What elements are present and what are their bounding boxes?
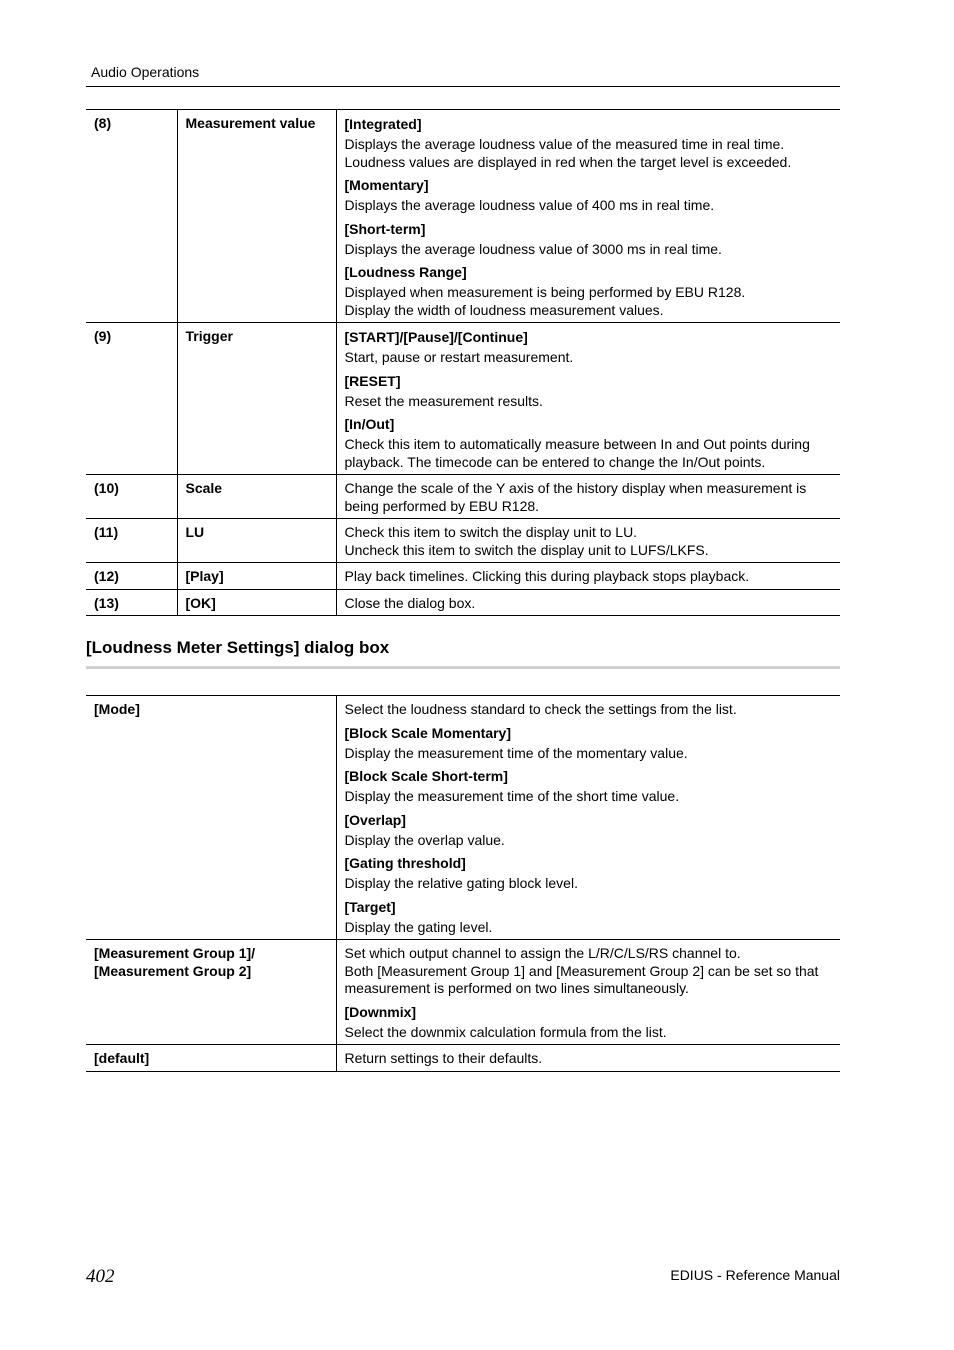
description-entry	[345, 1050, 835, 1068]
description-text: Check this item to switch the display unit to LU.	[344, 524, 638, 540]
description-entry	[345, 701, 835, 719]
item-description	[336, 519, 840, 563]
description-text: Check this item to automatically measure between In and Out points during	[344, 436, 810, 452]
section-heading: [Loudness Meter Settings] dialog box	[86, 638, 390, 657]
settings-table-items	[86, 109, 840, 616]
setting-name	[86, 1045, 336, 1072]
description-entry	[345, 263, 835, 319]
description-text: Displays the average loudness value of 3000 ms in real time.	[344, 240, 722, 257]
description-entry	[345, 568, 835, 586]
description-entry	[345, 372, 835, 411]
description-text: Display the measurement time of the short time value.	[344, 788, 680, 804]
term-label: [Downmix]	[344, 1003, 417, 1020]
term-label: [Overlap]	[344, 811, 406, 828]
item-name: Measurement value	[177, 110, 336, 323]
table-row	[86, 519, 840, 563]
term-label: [START]/[Pause]/[Continue]	[344, 329, 528, 345]
settings-table-loudness-meter	[86, 695, 840, 1072]
description-text: Display the width of loudness measurement values.	[344, 301, 664, 318]
description-text: measurement is performed on two lines simultaneously.	[344, 980, 689, 996]
description-text: Start, pause or restart measurement.	[344, 349, 574, 365]
setting-name	[86, 696, 336, 940]
description-entry	[345, 898, 835, 937]
description-text: Uncheck this item to switch the display unit to LUFS/LKFS.	[344, 541, 709, 558]
description-entry	[345, 595, 835, 613]
description-text: playback. The timecode can be entered to change the In/Out points.	[344, 453, 766, 470]
item-number: (8)	[86, 110, 177, 323]
description-entry	[345, 767, 835, 806]
table-row	[86, 696, 840, 940]
table-row	[86, 323, 840, 475]
description-text: Select the downmix calculation formula from the list.	[344, 1023, 667, 1040]
description-entry	[345, 854, 835, 893]
item-name: Trigger	[177, 323, 336, 475]
description-text: Displays the average loudness value of the measured time in real time.	[344, 136, 785, 152]
description-entry	[345, 115, 835, 171]
item-number: (10)	[86, 475, 177, 519]
term-label: [Momentary]	[344, 177, 429, 193]
description-text: Loudness values are displayed in red when the target level is exceeded.	[344, 153, 792, 170]
item-number: (13)	[86, 589, 177, 616]
setting-name-line: [Measurement Group 2]	[94, 962, 252, 979]
description-entry	[345, 724, 835, 763]
setting-description	[336, 1045, 840, 1072]
setting-name-line: [Measurement Group 1]/	[94, 945, 256, 961]
term-label: [Block Scale Momentary]	[344, 724, 511, 741]
description-text: Set which output channel to assign the L/R/C/LS/RS channel to.	[344, 945, 741, 961]
item-description	[336, 110, 840, 323]
term-label: [Target]	[344, 898, 396, 915]
term-label: [In/Out]	[344, 416, 395, 432]
description-text: Display the overlap value.	[344, 831, 505, 848]
table-row	[86, 589, 840, 616]
description-entry	[345, 945, 835, 998]
item-number: (11)	[86, 519, 177, 563]
term-label: [RESET]	[344, 372, 401, 389]
term-label: [Block Scale Short-term]	[344, 768, 508, 784]
item-number: (12)	[86, 563, 177, 590]
item-name: [OK]	[177, 589, 336, 616]
table-row	[86, 110, 840, 323]
description-entry	[345, 1003, 835, 1042]
description-entry	[345, 328, 835, 367]
term-label: [Integrated]	[344, 116, 422, 132]
item-description	[336, 589, 840, 616]
table-row	[86, 475, 840, 519]
description-text: Play back timelines. Clicking this during playback stops playback.	[344, 568, 750, 584]
description-text: Displays the average loudness value of 400 ms in real time.	[344, 197, 715, 213]
term-label: [Short-term]	[344, 220, 426, 237]
setting-name-line: [default]	[94, 1050, 150, 1066]
table-row	[86, 563, 840, 590]
description-entry	[345, 524, 835, 559]
description-entry	[345, 480, 835, 515]
description-text: Return settings to their defaults.	[344, 1050, 543, 1066]
description-text: Reset the measurement results.	[344, 392, 543, 409]
description-entry	[345, 176, 835, 215]
description-text: Both [Measurement Group 1] and [Measurement Group 2] can be set so that	[344, 962, 819, 979]
setting-name-line: [Mode]	[94, 701, 140, 717]
description-text: Close the dialog box.	[344, 594, 476, 611]
item-name: LU	[177, 519, 336, 563]
table-row	[86, 940, 840, 1045]
description-text: Displayed when measurement is being performed by EBU R128.	[344, 284, 746, 300]
description-text: being performed by EBU R128.	[344, 497, 540, 514]
description-entry	[345, 220, 835, 259]
page-number: 402	[86, 1266, 115, 1287]
item-number: (9)	[86, 323, 177, 475]
item-description	[336, 323, 840, 475]
table-row	[86, 1045, 840, 1072]
description-entry	[345, 811, 835, 850]
description-text: Select the loudness standard to check the settings from the list.	[344, 701, 737, 717]
description-text: Display the measurement time of the momentary value.	[344, 744, 688, 761]
running-header: Audio Operations	[91, 64, 200, 80]
section-heading-rule	[86, 666, 840, 669]
header-rule	[86, 86, 840, 87]
item-description	[336, 563, 840, 590]
description-text: Change the scale of the Y axis of the history display when measurement is	[344, 480, 807, 496]
description-entry	[345, 415, 835, 471]
description-text: Display the relative gating block level.	[344, 875, 578, 891]
item-description	[336, 475, 840, 519]
description-text: Display the gating level.	[344, 918, 493, 935]
setting-name	[86, 940, 336, 1045]
term-label: [Loudness Range]	[344, 264, 467, 280]
setting-description	[336, 696, 840, 940]
item-name: Scale	[177, 475, 336, 519]
item-name: [Play]	[177, 563, 336, 590]
setting-description	[336, 940, 840, 1045]
term-label: [Gating threshold]	[344, 855, 466, 871]
manual-title: EDIUS - Reference Manual	[670, 1267, 840, 1283]
